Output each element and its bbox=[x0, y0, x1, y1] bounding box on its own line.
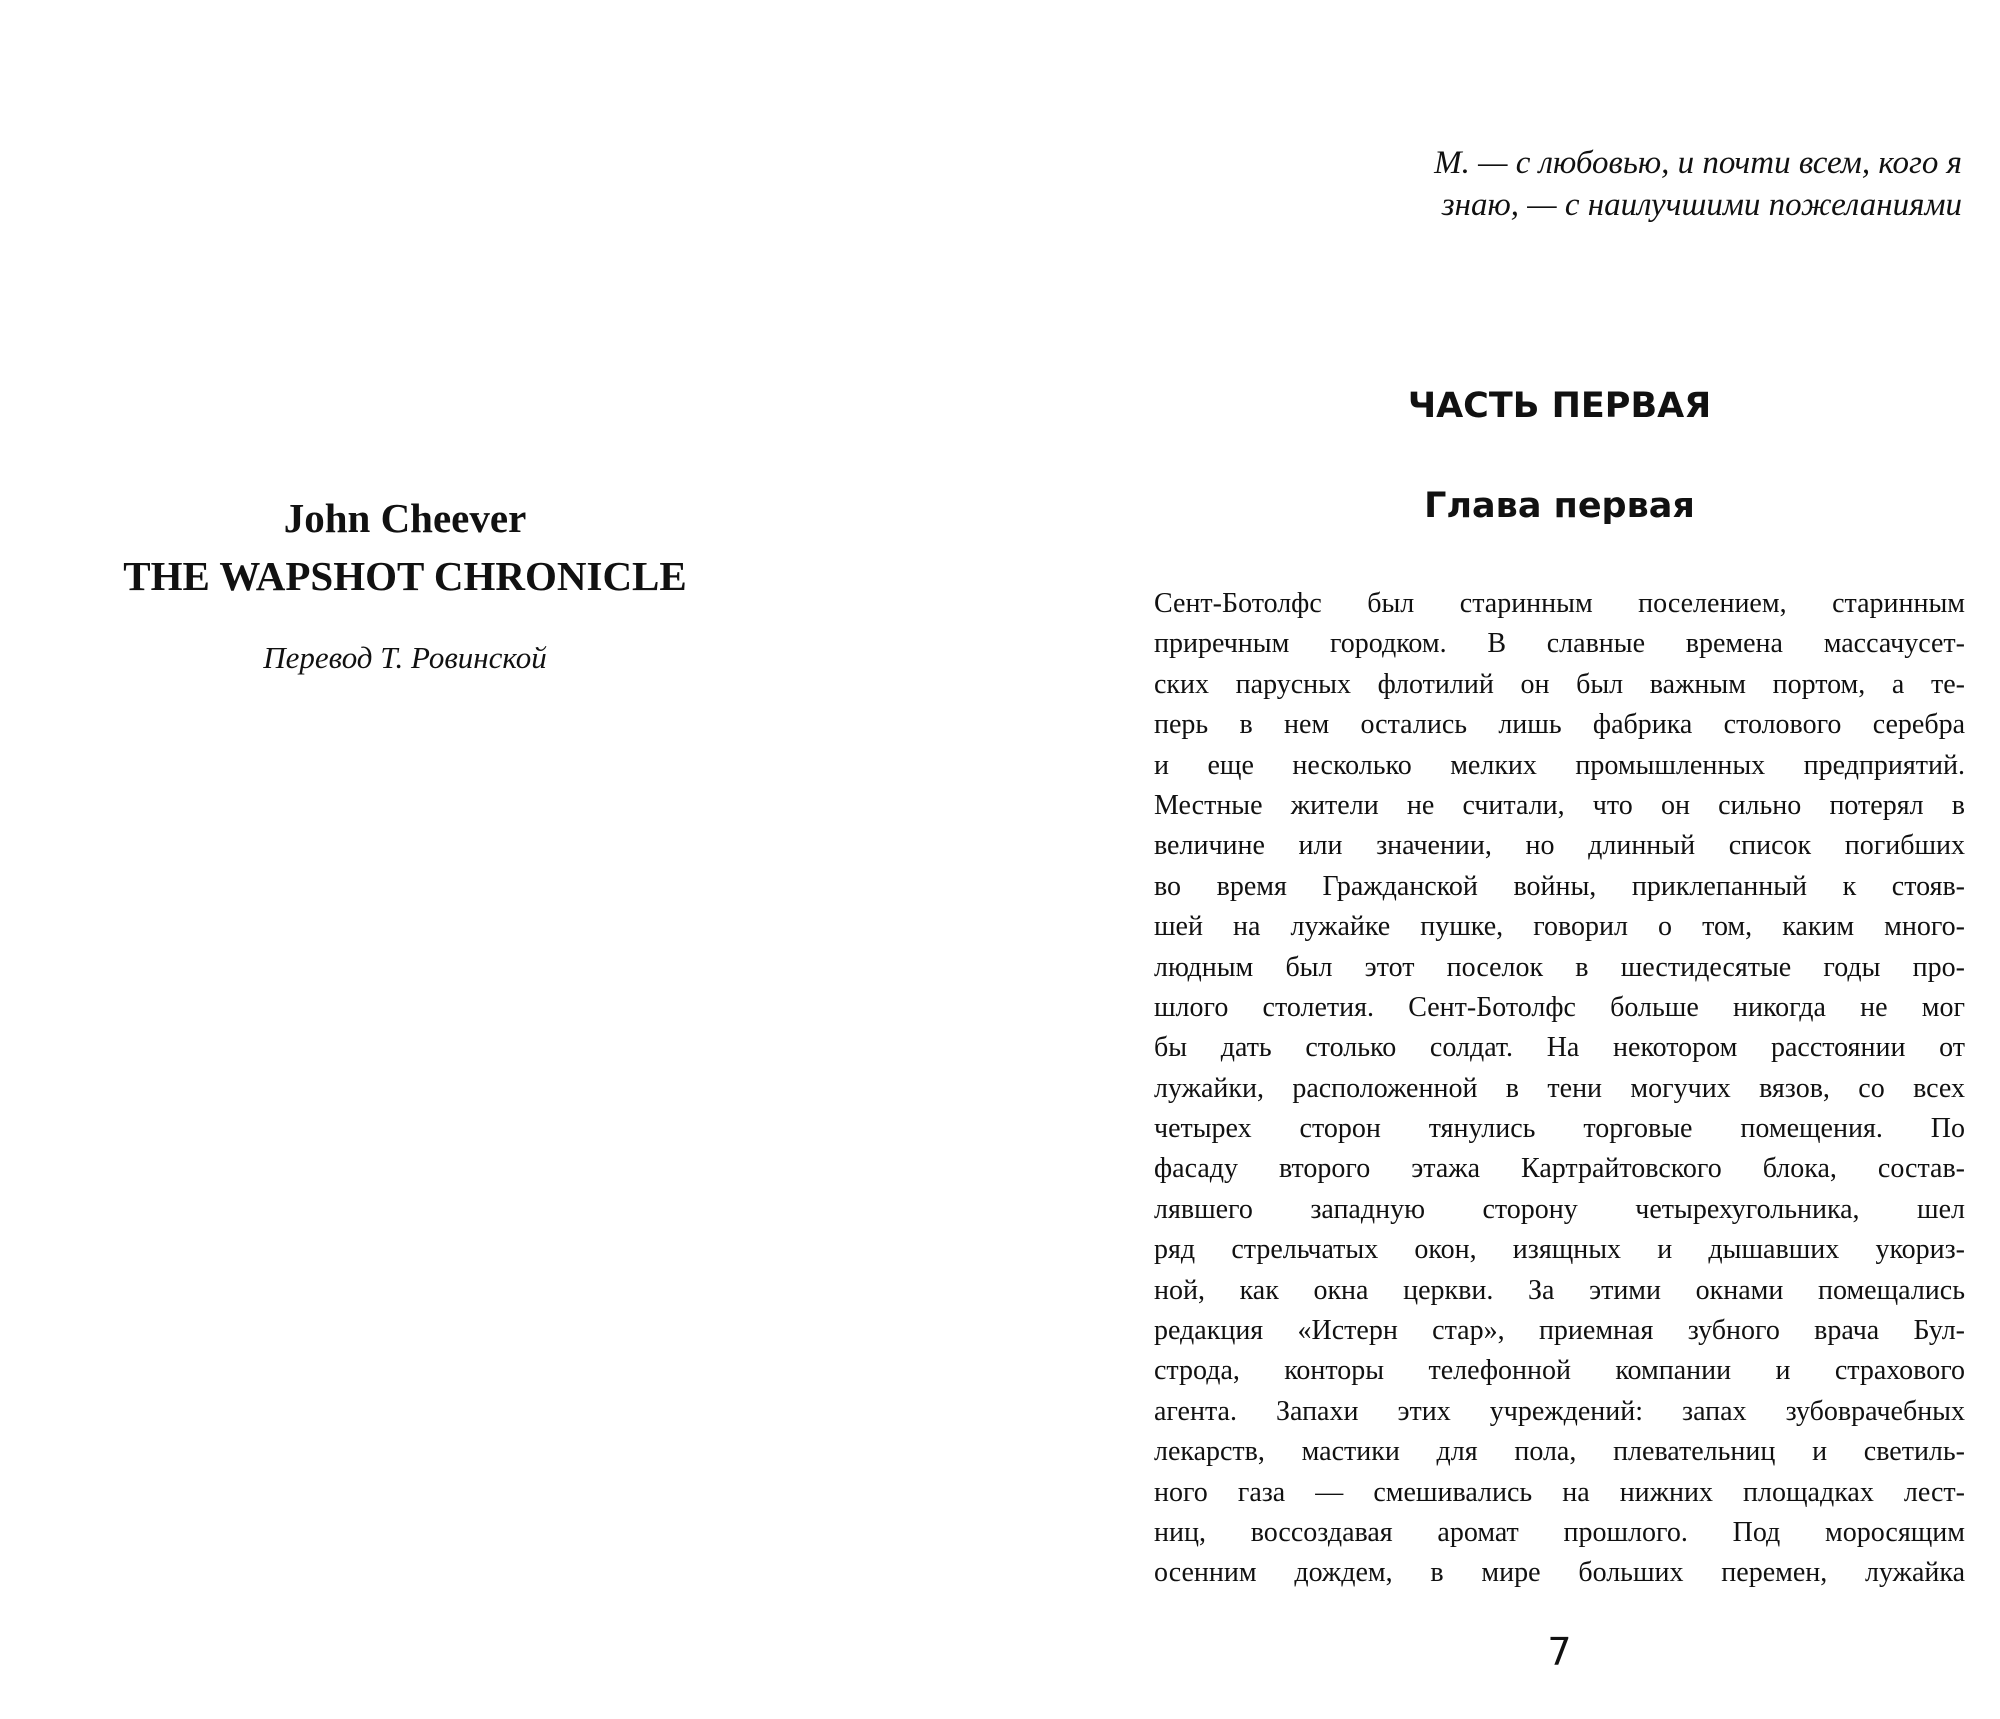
body-line: лекарств, мастики для пола, плевательниц и светиль- bbox=[1154, 1436, 1965, 1468]
body-line: Сент-Ботолфс был старинным поселением, старинным bbox=[1154, 588, 1965, 619]
body-line: фасаду второго этажа Картрайтовского блока, состав- bbox=[1154, 1153, 1965, 1185]
body-line: редакция «Истерн стар», приемная зубного врача Бул- bbox=[1154, 1315, 1965, 1347]
dedication bbox=[1262, 142, 1962, 226]
body-line: лужайки, расположенной в тени могучих вязов, со всех bbox=[1154, 1072, 1965, 1104]
body-line: приречным городком. В славные времена массачусет- bbox=[1154, 628, 1965, 660]
body-line: Местные жители не считали, что он сильно потерял в bbox=[1154, 789, 1965, 821]
body-line: и еще несколько мелких промышленных предприятий. bbox=[1154, 749, 1965, 781]
body-line: ного газа — смешивались на нижних площадках лест- bbox=[1154, 1476, 1965, 1508]
body-line: осенним дождем, в мире больших перемен, лужайка bbox=[1154, 1557, 1965, 1589]
body-line: ских парусных флотилий он был важным портом, а те- bbox=[1154, 668, 1965, 700]
body-line: перь в нем остались лишь фабрика столового серебра bbox=[1154, 709, 1965, 741]
dedication-line: М. — с любовью, и почти всем, кого я bbox=[1434, 145, 1962, 181]
body-line: четырех сторон тянулись торговые помещения. По bbox=[1154, 1113, 1965, 1145]
body-line: лявшего западную сторону четырехугольника, шел bbox=[1154, 1193, 1965, 1225]
part-heading: ЧАСТЬ ПЕРВАЯ bbox=[1407, 386, 1712, 426]
body-line: шей на лужайке пушке, говорил о том, каким много- bbox=[1154, 911, 1965, 943]
body-text bbox=[1154, 584, 1965, 1594]
chapter-heading: Глава первая bbox=[1424, 486, 1695, 526]
page-number: 7 bbox=[1547, 1630, 1572, 1674]
body-line: шлого столетия. Сент-Ботолфс больше никогда не мог bbox=[1154, 991, 1965, 1023]
body-line: строда, конторы телефонной компании и страхового bbox=[1154, 1355, 1965, 1387]
body-line: ряд стрельчатых окон, изящных и дышавших укориз- bbox=[1154, 1234, 1965, 1266]
body-line: во время Гражданской войны, приклепанный к стояв- bbox=[1154, 870, 1965, 902]
body-line: агента. Запахи этих учреждений: запах зубоврачебных bbox=[1154, 1395, 1965, 1427]
dedication-line: знаю, — с наилучшими пожеланиями bbox=[1441, 187, 1962, 223]
book-original-title: THE WAPSHOT CHRONICLE bbox=[123, 553, 687, 599]
book-author: John Cheever bbox=[283, 495, 527, 541]
body-line: бы дать столько солдат. На некотором расстоянии от bbox=[1154, 1032, 1965, 1064]
body-line: ниц, воссоздавая аромат прошлого. Под моросящим bbox=[1154, 1516, 1965, 1548]
body-line: ной, как окна церкви. За этими окнами помещались bbox=[1154, 1274, 1965, 1306]
body-line: людным был этот поселок в шестидесятые годы про- bbox=[1154, 951, 1965, 983]
translator-credit: Перевод Т. Ровинской bbox=[263, 640, 547, 675]
body-line: величине или значении, но длинный список погибших bbox=[1154, 830, 1965, 862]
